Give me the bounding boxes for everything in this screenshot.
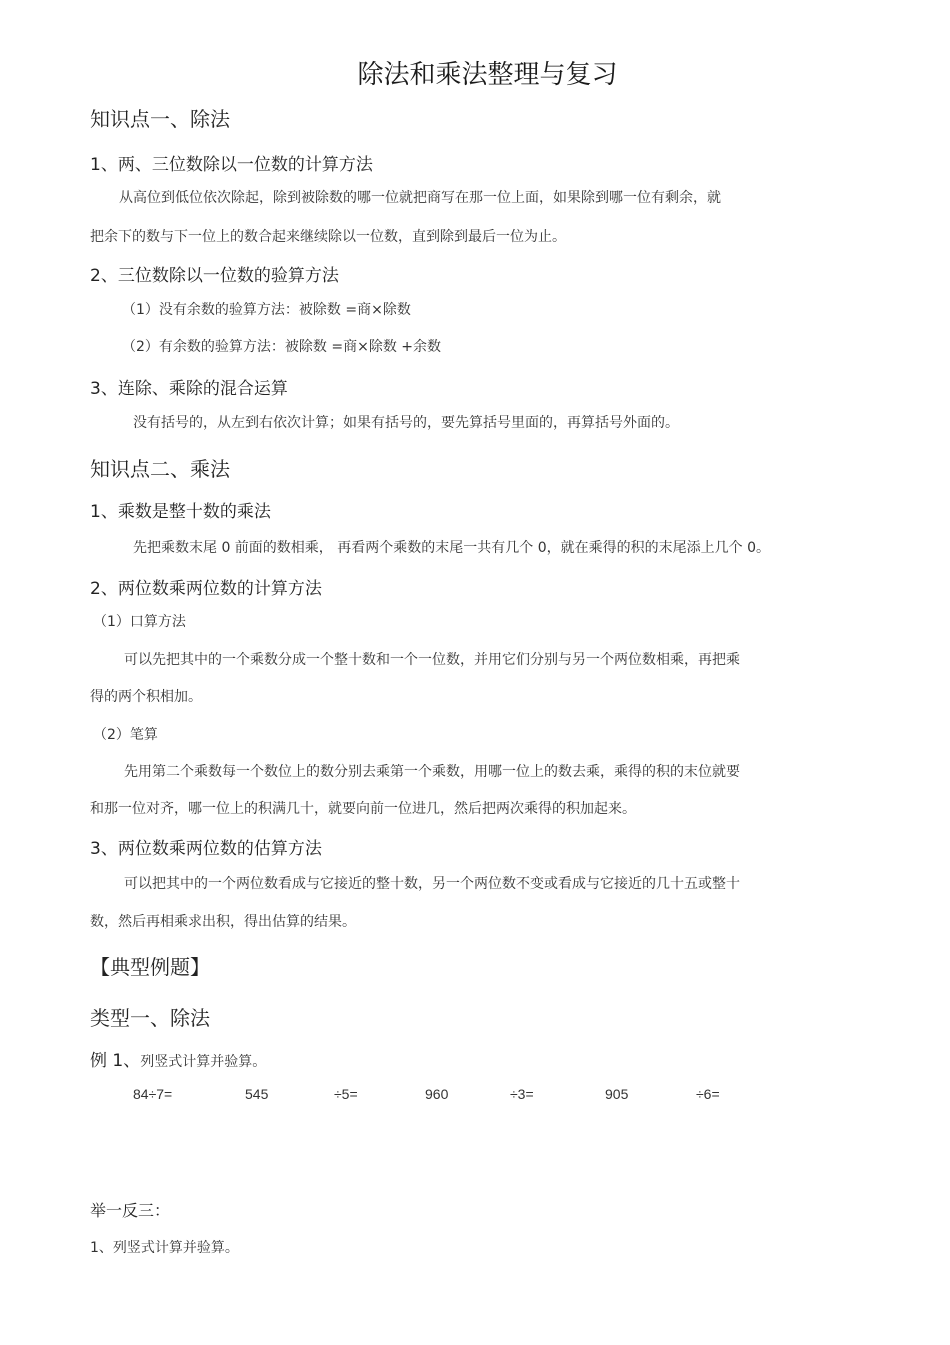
subsection-heading: 3、连除、乘除的混合运算 xyxy=(90,379,288,399)
calc-item: ÷6= xyxy=(696,1086,720,1102)
paragraph-line: 可以先把其中的一个乘数分成一个整十数和一个一位数，并用它们分别与另一个两位数相乘，再把乘 xyxy=(124,652,740,668)
type-heading: 类型一、除法 xyxy=(90,1006,210,1030)
paragraph-line: 先用第二个乘数每一个数位上的数分别去乘第一个乘数，用哪一位上的数去乘，乘得的积的末位就要 xyxy=(124,764,740,780)
sub-heading: （1）口算方法 xyxy=(93,614,186,630)
calc-item: ÷3= xyxy=(510,1086,534,1102)
section-heading-knowledge-1: 知识点一、除法 xyxy=(90,107,230,131)
calc-item: 960 xyxy=(425,1086,449,1102)
paragraph-line: 可以把其中的一个两位数看成与它接近的整十数，另一个两位数不变或看成与它接近的几十五或整十 xyxy=(124,876,740,892)
calc-item: 905 xyxy=(605,1086,629,1102)
example-label: 例 1、 xyxy=(90,1051,141,1071)
page-title: 除法和乘法整理与复习 xyxy=(357,60,618,90)
calc-item: 84÷7= xyxy=(133,1086,173,1102)
subsection-heading: 3、两位数乘两位数的估算方法 xyxy=(90,839,322,859)
paragraph-line: 从高位到低位依次除起，除到被除数的哪一位就把商写在那一位上面，如果除到哪一位有剩余，就 xyxy=(119,190,721,206)
paragraph-line: 数，然后再相乘求出积，得出估算的结果。 xyxy=(90,914,356,930)
practice-item: 1、列竖式计算并验算。 xyxy=(90,1240,239,1256)
paragraph-line: 把余下的数与下一位上的数合起来继续除以一位数，直到除到最后一位为止。 xyxy=(90,229,566,245)
subsection-heading: 1、两、三位数除以一位数的计算方法 xyxy=(90,155,373,175)
paragraph-line: 和那一位对齐，哪一位上的积满几十，就要向前一位进几，然后把两次乘得的积加起来。 xyxy=(90,801,636,817)
list-item: （2）有余数的验算方法：被除数 =商×除数 +余数 xyxy=(122,339,441,355)
example-1 xyxy=(90,1046,266,1071)
sub-heading: （2）笔算 xyxy=(93,727,158,743)
paragraph-line: 没有括号的，从左到右依次计算；如果有括号的，要先算括号里面的，再算括号外面的。 xyxy=(133,415,679,431)
paragraph-line: 得的两个积相加。 xyxy=(90,689,202,705)
examples-heading: 【典型例题】 xyxy=(90,955,210,979)
subsection-heading: 2、两位数乘两位数的计算方法 xyxy=(90,579,322,599)
calc-item: ÷5= xyxy=(334,1086,358,1102)
paragraph-line: 先把乘数末尾 0 前面的数相乘， 再看两个乘数的末尾一共有几个 0，就在乘得的积的末尾添上几个 0。 xyxy=(133,540,770,556)
list-item: （1）没有余数的验算方法：被除数 =商×除数 xyxy=(122,302,411,318)
subsection-heading: 1、乘数是整十数的乘法 xyxy=(90,502,271,522)
practice-heading: 举一反三： xyxy=(90,1201,171,1220)
section-heading-knowledge-2: 知识点二、乘法 xyxy=(90,457,230,481)
subsection-heading: 2、三位数除以一位数的验算方法 xyxy=(90,266,339,286)
calc-item: 545 xyxy=(245,1086,269,1102)
example-instruction: 列竖式计算并验算。 xyxy=(140,1054,267,1070)
